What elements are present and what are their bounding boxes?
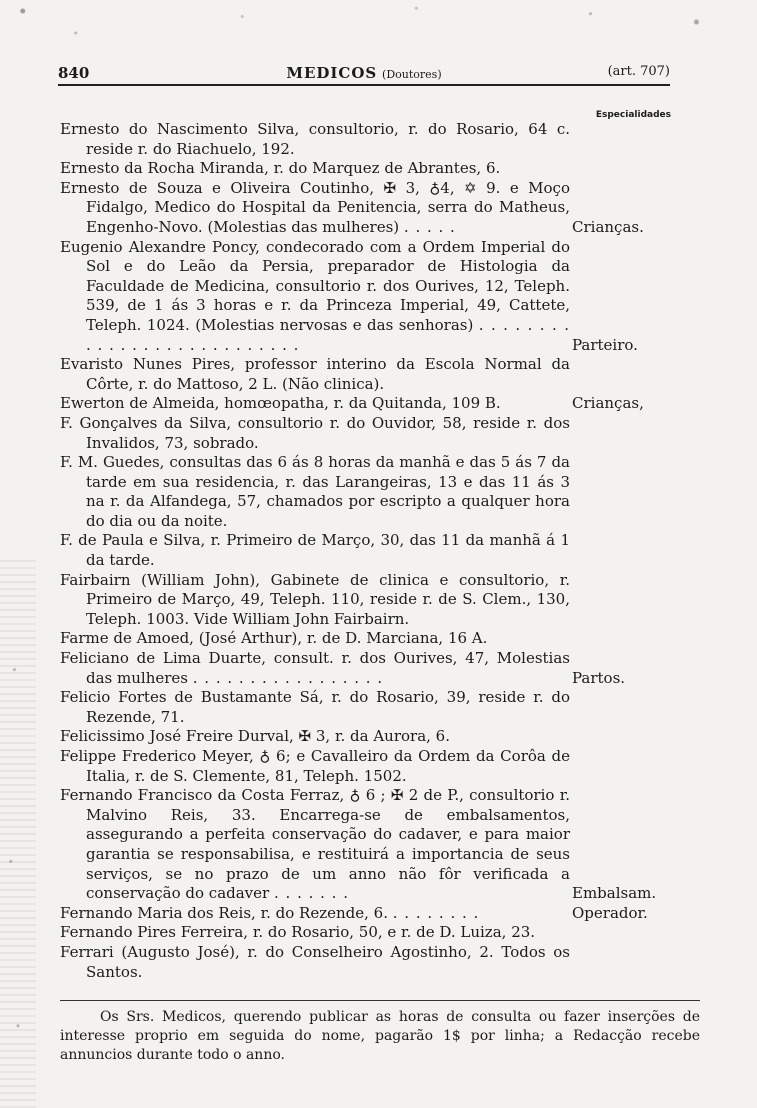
title-main: MEDICOS (286, 64, 378, 82)
entry-text: Felicissimo José Freire Durval, ✠ 3, r. da Aurora, 6. (60, 727, 450, 746)
list-item (60, 747, 570, 786)
leader-dots: . . . . . . . . (392, 903, 480, 922)
entry-specialty: Operador. (572, 903, 648, 922)
entry-specialty: Crianças, (572, 394, 644, 413)
page-header (58, 62, 670, 86)
list-item (60, 629, 570, 649)
list-item (60, 159, 570, 179)
scan-speckle-top (0, 0, 757, 55)
leader-dots: . . . . . . . . . . . . . . . . . . . . . . . . . . . (86, 315, 570, 354)
leader-dots: . . . . . . . . . . . . . . . . . (192, 668, 384, 687)
list-item (60, 355, 570, 394)
list-item (60, 903, 648, 924)
entry-text: Felippe Frederico Meyer, ♁ 6; e Cavalleiro da Ordem da Corôa de Italia, r. de S. Clemente, 81, Teleph. 1502. (60, 747, 570, 785)
list-item (60, 688, 570, 727)
entry-text: Ernesto da Rocha Miranda, r. do Marquez de Abrantes, 6. (60, 159, 501, 178)
entry-text: Fernando Pires Ferreira, r. do Rosario, 50, e r. de D. Luiza, 23. (60, 923, 536, 942)
list-item (60, 178, 644, 238)
footer-notice: Os Srs. Medicos, querendo publicar as horas de consulta ou fazer inserções de interesse proprio em seguida do nome, pagarão 1$ por linha; a Redacção recebe annuncios durante todo o anno. (60, 1009, 700, 1063)
entry-specialty: Parteiro. (572, 335, 638, 354)
list-item (60, 943, 570, 982)
list-item (60, 786, 657, 904)
entry-text: Farme de Amoed, (José Arthur), r. de D. Marciana, 16 A. (60, 629, 488, 648)
entry-text: Fernando Francisco da Costa Ferraz, ♁ 6 ; ✠ 2 de P., consultorio r. Malvino Reis, 33. Encarrega-se de embalsamentos, assegurando a perfeita conservação do cadaver, e para maior garantia se responsabilisa, e restituirá a importancia de seus serviços, se no prazo de um anno não fôr verificada a conservação do cadaver (60, 786, 570, 903)
leader-dots: . . . . . . . (274, 884, 349, 903)
list-item (60, 414, 570, 453)
list-item (60, 531, 570, 570)
entry-text: Feliciano de Lima Duarte, consult. r. dos Ourives, 47, Molestias das mulheres (60, 649, 570, 687)
entry-text: F. de Paula e Silva, r. Primeiro de Março, 30, das 11 da manhã á 1 da tarde. (60, 531, 570, 570)
list-item (60, 453, 570, 531)
footer-divider (60, 1000, 700, 1001)
entry-specialty: Embalsam. (572, 884, 657, 903)
page-title (58, 64, 670, 82)
article-ref: (art. 707) (607, 64, 670, 79)
entry-text: Evaristo Nunes Pires, professor interino da Escola Normal da Côrte, r. do Mattoso, 2 L. (Não clinica). (60, 355, 570, 393)
leader-dots: . . . . . (403, 217, 456, 236)
entry-text: Ferrari (Augusto José), r. do Conselheiro Agostinho, 2. Todos os Santos. (60, 942, 570, 981)
title-sub: (Doutores) (382, 68, 442, 81)
list-item (60, 923, 570, 943)
entries-list (60, 120, 657, 982)
list-item (60, 571, 570, 630)
entry-text: Fernando Maria dos Reis, r. do Rezende, 6. (60, 903, 388, 922)
list-item (60, 120, 570, 159)
list-item (60, 649, 626, 688)
entry-text: Ernesto de Souza e Oliveira Coutinho, ✠ 3, ♁4, ✡ 9. e Moço Fidalgo, Medico do Hospital da Penitencia, serra do Matheus, Engenho-Novo. (Molestias das mulheres) (60, 178, 570, 236)
scan-speckle-left (0, 560, 36, 1108)
entry-text: Ewerton de Almeida, homœopatha, r. da Quitanda, 109 B. (60, 394, 501, 413)
entry-text: Fairbairn (William John), Gabinete de clinica e consultorio, r. Primeiro de Março, 49, Teleph. 110, reside r. de S. Clem., 130, Teleph. 1003. Vide William John Fairbairn. (60, 570, 570, 628)
entry-specialty: Partos. (572, 668, 626, 687)
specialties-heading: Especialidades (595, 110, 671, 120)
entry-specialty: Crianças. (572, 217, 644, 236)
entry-text: Ernesto do Nascimento Silva, consultorio, r. do Rosario, 64 c. reside r. do Riachuelo, 192. (60, 120, 570, 158)
list-item (60, 727, 570, 747)
entry-text: Felicio Fortes de Bustamante Sá, r. do Rosario, 39, reside r. do Rezende, 71. (60, 688, 570, 726)
page-number: 840 (58, 64, 90, 82)
list-item (60, 394, 644, 414)
entry-text: F. M. Guedes, consultas das 6 ás 8 horas da manhã e das 5 ás 7 da tarde em sua residencia, r. das Larangeiras, 13 e das 11 ás 3 na r. da Alfandega, 57, chamados por escripto a qualquer hora do dia ou da noite. (60, 453, 570, 530)
list-item (60, 237, 638, 356)
entry-text: Eugenio Alexandre Poncy, condecorado com a Ordem Imperial do Sol e do Leão da Persia, preparador de Histologia da Faculdade de Medicina, consultorio r. dos Ourives, 12, Teleph. 539, de 1 ás 3 horas e r. da Princeza Imperial, 49, Cattete, Teleph. 1024. (Molestias nervosas e das senhoras) (60, 237, 570, 334)
entry-text: F. Gonçalves da Silva, consultorio r. do Ouvidor, 58, reside r. dos Invalidos, 73, sobrado. (60, 413, 570, 452)
